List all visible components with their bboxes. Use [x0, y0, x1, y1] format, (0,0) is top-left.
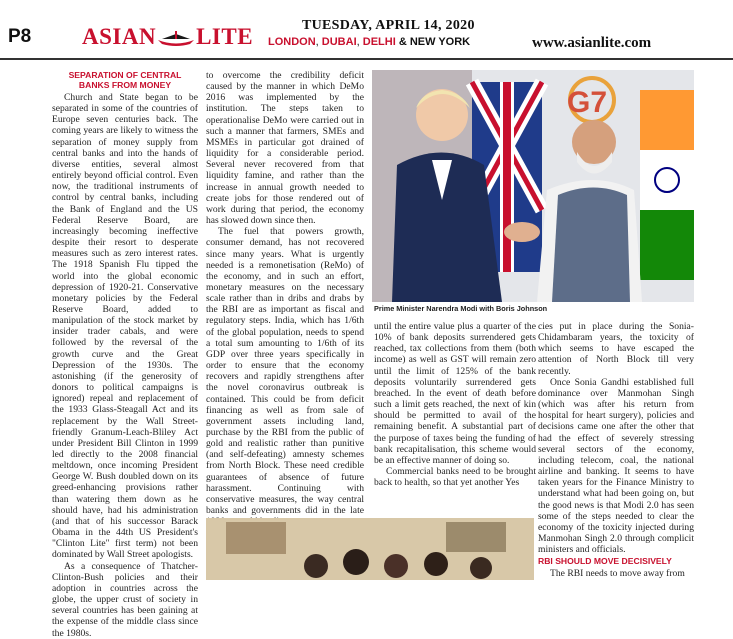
- photo-caption: Prime Minister Narendra Modi with Boris Johnson: [374, 304, 548, 313]
- city-dubai: DUBAI: [321, 36, 357, 48]
- website-url[interactable]: www.asianlite.com: [532, 35, 652, 51]
- boat-emblem-icon: [156, 31, 196, 47]
- brand-logo: [82, 24, 253, 50]
- svg-text:G7: G7: [567, 86, 608, 119]
- city-delhi: DELHI: [362, 36, 396, 48]
- paragraph: Church and State began to be separated in some of the countries of Europe seven centuries back. The coming years are likely to witness the separation of money supply from central banks and into the hands of diverse entities, several almost entirely beyond official control. Even now, the traditional instruments of control by central banks, including the Bank of England and the US Federal Reserve Board, are increasingly becoming ineffective despite their resort to desperate measures such as zero interest rates. The 1918 Spanish Flu tipped the world into the global economic depression of 1920-21. Conservative monetary policies by the Federal Reserve Board, added to manipulation of the stock market by insider trader cabals, and were followed by the reversal of the growth curve and the Great Depression of the 1930s. The astonishing (if the generosity of donors to political campaigns is ignored) repeal and replacement of the 1933 Glass-Steagall Act and its replacement by the Wall Street-friendly Granum-Leach-Bliley Act under President Bill Clinton in 1999 led directly to the 2008 financial meltdown, once incoming President George W. Bush doubled down on its greed-enhancing provisions rather than watering them down as he should have, had his administration (and that of his successor Barack Obama in the 44th US President's "Clinton Lite" first term) not been dominated by Wall Street apologists.: [52, 92, 198, 561]
- paragraph: The RBI needs to move away from: [550, 568, 685, 580]
- photo-group-women: [206, 518, 534, 580]
- photo-modi-johnson: [372, 70, 694, 302]
- paragraph: As a consequence of Thatcher-Clinton-Bush policies and their adoption in countries across the globe, the upper crust of society in several countries has been gaining at the expense of the middle class since the 1980s.: [52, 560, 198, 639]
- masthead: [0, 0, 733, 58]
- paragraph: Once Sonia Gandhi established full dominance over Manmohan Singh (which was after his return from hospital for heart surgery), policies and decisions came one after the other that had the effect of severely stressing several sectors of the economy, including telecom, coal, the national airline and banking. It seems to have taken years for the Finance Ministry to understand what had been going on, but the good news is that Modi 2.0 has seen some of the steps needed to clear the economy of the toxicity injected during Manmohan Singh 2.0 through complicit ministers and officials.: [538, 376, 694, 556]
- masthead-rule: [0, 58, 733, 60]
- paragraph: cies put in place during the Sonia-Chidambaram years, the toxicity of which seems to have escaped the attention of North Block till very recently.: [538, 321, 694, 377]
- paragraph: to overcome the credibility deficit caused by the manner in which DeMo 2016 was implemented by the institution. The steps taken to operationalise DeMo were carried out in such a manner that farmers, SMEs and MSMEs in particular got drained of liquidity for a considerable period. Several never recovered from that liquidity famine, and rather than the increase in annual growth needed to create jobs for those rendered out of work during that period, the economy has slowed down since then.: [206, 70, 364, 227]
- article-column-1: [52, 70, 198, 639]
- article-column-4: [538, 321, 694, 580]
- city-newyork: NEW YORK: [409, 36, 471, 48]
- city-line: LONDON, DUBAI, DELHI & NEW YORK: [268, 36, 471, 48]
- brand-right: LITE: [196, 24, 254, 49]
- brand-left: ASIAN: [82, 24, 157, 49]
- article-column-3: [374, 321, 536, 519]
- city-london: LONDON: [268, 36, 316, 48]
- section-headline: SEPARATION OF CENTRAL BANKS FROM MONEY: [68, 70, 182, 90]
- paragraph: The fuel that powers growth, consumer demand, has not recovered since many years. What is urgently needed is a remonetisation (ReMo) of the economy, and in such an effort, monetary measures on the necessary scale rather than in dribs and drabs by the RBI are as important as fiscal and regulatory steps. India, which has 1/6th of the global population, needs to spend a total sum amounting to 1/6th of its GDP over three years specifically in order to ensure that the economy recovers and rapidly strengthens after the novel coronavirus outbreak is contained. This could be from deficit financing as well as from sale of government assets including land, purchase by the RBI from the public of gold and realistic rather than punitive (and self-defeating) amnesty schemes from North Block. These need credible guarantees of absence of future harassment. Continuing with conservative measures, the way central banks and governments did in the late: [206, 226, 364, 517]
- paragraph: Commercial banks need to be brought back to health, so that yet another Yes: [374, 466, 536, 489]
- paragraph: until the entire value plus a quarter of the 10% of bank deposits surrendered gets reached, tax collections from them (both income) as well as GST will remain zero until the limit of 125% of the bank deposits voluntarily surrendered gets breached. In the event of death before such a limit gets reached, the next of kin should be permitted to avail of the remaining benefit. A substantial part of the purpose of taxes being the funding of bank recapitalisation, this scheme would be an effective manner of doing so.: [374, 321, 536, 466]
- subheading: RBI SHOULD MOVE DECISIVELY: [538, 556, 672, 567]
- dateline: TUESDAY, APRIL 14, 2020: [302, 18, 475, 33]
- page-number: P8: [8, 26, 32, 47]
- article-column-2: [206, 70, 364, 517]
